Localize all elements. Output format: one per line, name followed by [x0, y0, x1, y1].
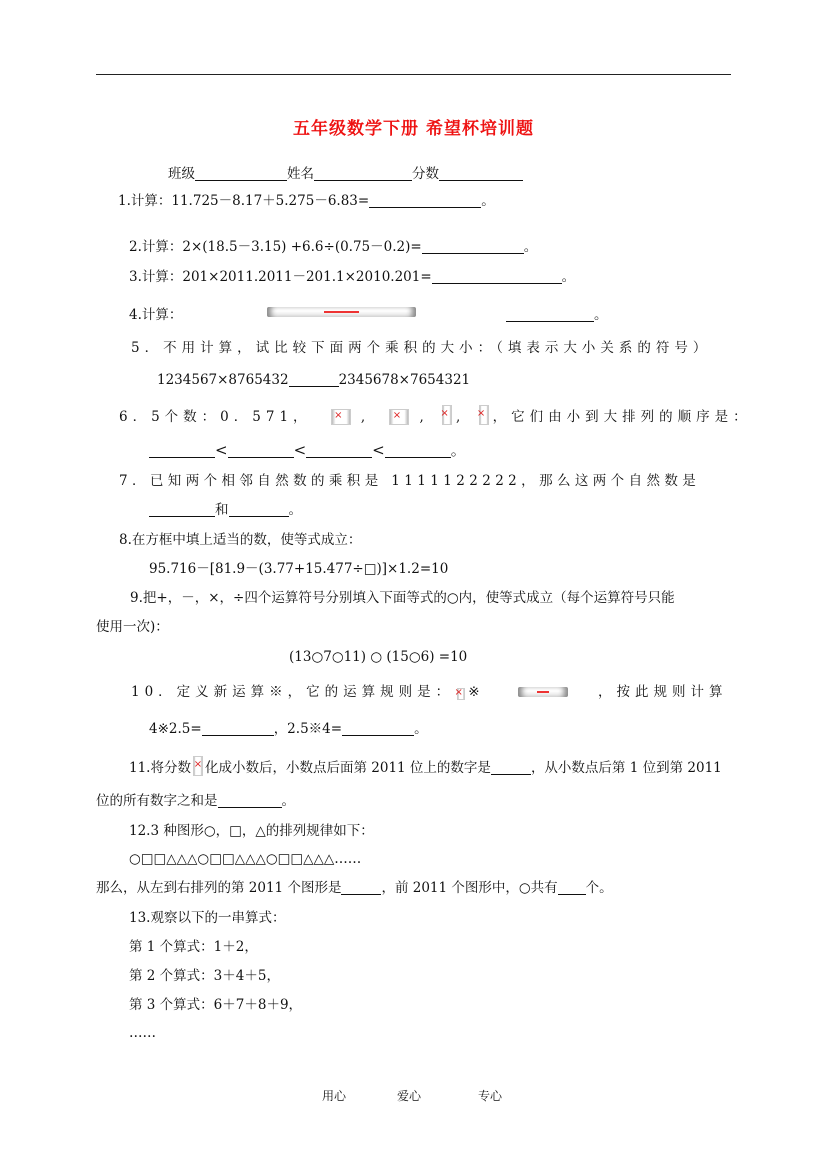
class-blank[interactable] [195, 166, 287, 181]
answer-blank[interactable] [558, 880, 586, 895]
question-4-answer [506, 306, 608, 324]
question-7: 7．已知两个相邻自然数的乘积是 1111122222，那么这两个自然数是 [119, 473, 701, 489]
less-than: < [372, 441, 385, 459]
question-6-text-end: ，它们由小到大排列的顺序是： [492, 409, 752, 425]
question-8: 8.在方框中填上适当的数，使等式成立： [119, 532, 362, 548]
fraction-image-3 [442, 405, 452, 425]
answer-blank[interactable] [149, 502, 215, 517]
question-5: 5．不用计算，试比较下面两个乘积的大小：（填表示大小关系的符号） [131, 340, 712, 356]
question-13: 13.观察以下的一串算式： [129, 910, 286, 926]
question-10 [131, 683, 485, 701]
operator-symbol: ※ [468, 684, 485, 700]
shape-sequence: ○□□△△△○□□△△△○□□△△△…… [129, 851, 362, 867]
period: 。 [481, 193, 495, 209]
answer-blank[interactable] [289, 372, 339, 387]
broken-formula-image [267, 307, 416, 317]
answer-blank[interactable] [202, 721, 274, 736]
class-label: 班级 [168, 166, 195, 182]
footer-text-2: 爱心 [397, 1089, 422, 1103]
fraction-image-1 [331, 409, 351, 425]
answer-blank[interactable] [342, 721, 414, 736]
student-info [168, 165, 523, 183]
footer-text-1: 用心 [322, 1089, 347, 1103]
question-10-end: ，按此规则计算 [598, 684, 728, 700]
period: 。 [594, 307, 608, 323]
less-than: < [215, 441, 228, 459]
page-title: 五年级数学下册 希望杯培训题 [293, 119, 534, 139]
footer-text-3: 专心 [478, 1089, 503, 1103]
question-9: 9.把+，－，×，÷四个运算符号分别填入下面等式的○内，使等式成立（每个运算符号只能 [130, 590, 675, 606]
period: 。 [414, 721, 428, 737]
question-2 [129, 238, 537, 256]
question-5-compare [157, 371, 470, 389]
period: 。 [281, 793, 295, 809]
name-blank[interactable] [314, 166, 412, 181]
question-3-text: 3.计算：201×2011.2011－201.1×2010.201= [129, 269, 432, 285]
calc-1: 4※2.5= [149, 721, 202, 737]
fraction-image [193, 756, 203, 776]
question-1-text: 1.计算：11.725－8.17＋5.275－6.83= [118, 193, 370, 209]
answer-blank[interactable] [491, 760, 531, 775]
period: 。 [523, 239, 538, 255]
fraction-image-4 [479, 405, 489, 425]
question-12-ask [96, 879, 613, 897]
question-12-text-3: 个。 [585, 880, 613, 896]
question-11-text-3: ，从小数点后第 1 位到第 2011 [530, 760, 722, 776]
product-right: 2345678×7654321 [338, 372, 471, 388]
question-8-equation: 95.716－[81.9－(3.77+15.477÷□)]×1.2=10 [149, 561, 449, 577]
period: 。 [561, 269, 576, 285]
question-6-text: 6．5个数：0．571， [119, 409, 312, 425]
answer-blank[interactable] [506, 307, 594, 322]
question-12-text-2: ，前 2011 个图形中，○共有 [381, 880, 558, 896]
period: 。 [288, 502, 302, 518]
question-6-order [149, 441, 466, 459]
answer-blank[interactable] [149, 443, 215, 458]
question-7-answer [149, 501, 302, 519]
fraction-image-2 [389, 409, 409, 425]
product-left: 1234567×8765432 [157, 372, 289, 388]
answer-blank[interactable] [306, 443, 372, 458]
answer-blank[interactable] [369, 193, 481, 208]
header-rule [96, 74, 731, 75]
score-label: 分数 [412, 166, 439, 182]
question-9-equation: (13○7○11) ○ (15○6) =10 [289, 649, 468, 665]
question-10-calc [149, 720, 428, 738]
answer-blank[interactable] [218, 793, 282, 808]
question-11-text-4: 位的所有数字之和是 [96, 793, 218, 809]
question-9-cont: 使用一次)： [96, 619, 169, 635]
answer-blank[interactable] [228, 443, 294, 458]
formula-line: 第 3 个算式：6＋7＋8＋9， [129, 997, 303, 1013]
question-4 [129, 306, 182, 324]
period: 。 [450, 441, 466, 459]
question-3 [129, 268, 575, 286]
answer-blank[interactable] [385, 443, 451, 458]
score-blank[interactable] [439, 166, 523, 181]
operand-image [457, 688, 465, 700]
name-label: 姓名 [287, 166, 314, 182]
question-11-text-1: 11.将分数 [129, 760, 191, 776]
rule-formula-image [518, 687, 568, 697]
answer-blank[interactable] [422, 239, 524, 254]
question-12: 12.3 种图形○，□，△的排列规律如下： [129, 823, 374, 839]
question-1 [118, 192, 495, 210]
question-4-text: 4.计算： [129, 307, 183, 323]
question-12-text-1: 那么，从左到右排列的第 2011 个图形是 [96, 880, 342, 896]
formula-ellipsis: …… [129, 1025, 156, 1041]
question-6: 6．5个数：0．571， × , × , ×, ×，它们由小到大排列的顺序是： [119, 405, 752, 426]
question-11-text-2: 化成小数后，小数点后面第 2011 位上的数字是 [204, 760, 491, 776]
question-11 [129, 756, 722, 777]
answer-blank[interactable] [229, 502, 289, 517]
and-text: 和 [215, 502, 229, 518]
less-than: < [293, 441, 307, 459]
formula-line: 第 1 个算式：1＋2， [129, 939, 258, 955]
answer-blank[interactable] [432, 269, 562, 284]
calc-2: ，2.5※4= [273, 721, 343, 737]
question-10-text: 10．定义新运算※，它的运算规则是： [131, 684, 455, 700]
question-2-text: 2.计算：2×(18.5－3.15) +6.6÷(0.75－0.2)= [129, 239, 422, 255]
question-11-cont [96, 792, 295, 810]
formula-line: 第 2 个算式：3＋4＋5， [129, 968, 280, 984]
answer-blank[interactable] [341, 880, 381, 895]
